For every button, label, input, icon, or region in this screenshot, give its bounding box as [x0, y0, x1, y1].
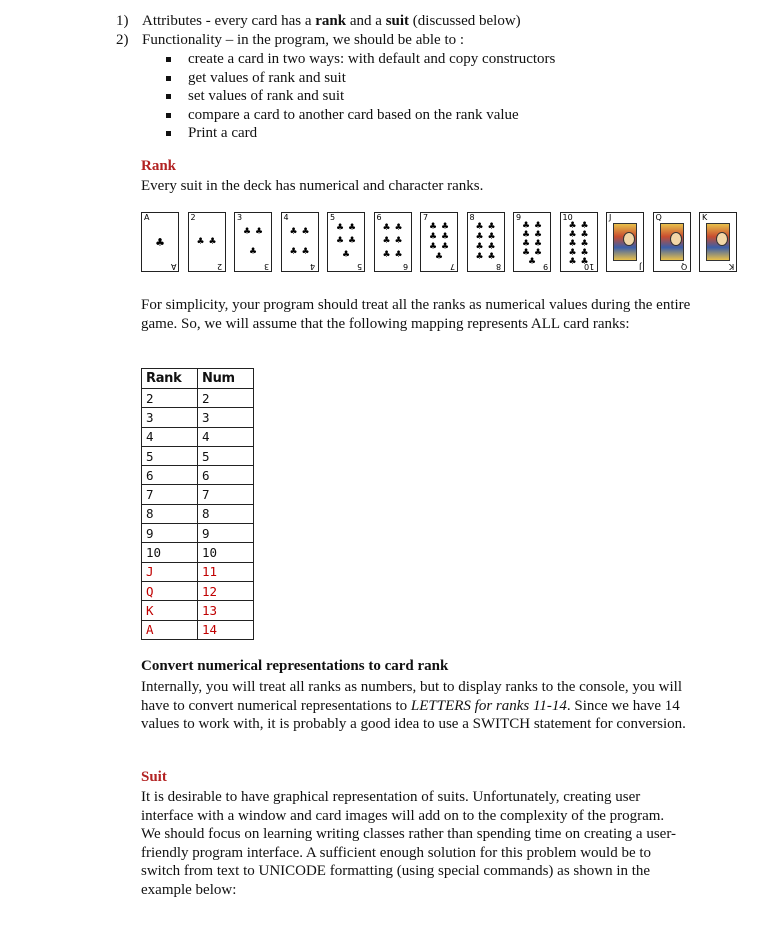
table-row: [142, 504, 254, 523]
card-rank-label-bottom: Q: [681, 262, 688, 271]
requirements-list: [116, 12, 555, 143]
playing-card: [420, 212, 458, 272]
table-row: [142, 524, 254, 543]
club-icon: ♣: [434, 251, 444, 262]
club-icon: ♣: [568, 221, 577, 231]
club-icon: ♣: [335, 223, 345, 234]
club-icon: ♣: [341, 249, 351, 260]
num-cell: 12: [198, 581, 254, 600]
card-rank-label: 3: [237, 213, 243, 222]
club-icon: ♣: [533, 221, 543, 231]
card-rank-label-bottom: 4: [310, 262, 316, 271]
card-rank-label: 7: [423, 213, 429, 222]
rank-cell: 5: [142, 446, 198, 465]
club-icon: ♣: [254, 226, 264, 237]
functionality-bullets: [116, 50, 555, 143]
club-icon: ♣: [475, 231, 484, 242]
table-row: [142, 446, 254, 465]
suit-word: suit: [385, 13, 410, 29]
club-icon: ♣: [428, 241, 438, 252]
simplicity-paragraph: For simplicity, your program should treat all the ranks as numerical values during the entire game. So, we will assume that the following mapping represents ALL card ranks:: [141, 297, 691, 332]
card-rank-label-bottom: 7: [449, 262, 455, 271]
face-card-art: [660, 223, 684, 261]
club-icon: ♣: [487, 231, 496, 242]
suit-paragraph: It is desirable to have graphical representation of suits. Unfortunately, creating user interface with a window and card images will add on to the complexity of the program. We should focus on learning writing classes rather than spending time on creating a user-friendly program interface. A sufficient enough solution for this problem would be to switch from text to UNICODE formatting (using special commands) as shown in the example below:: [141, 789, 677, 898]
rank-cell: 6: [142, 466, 198, 485]
rank-word: rank: [315, 13, 347, 29]
club-icon: ♣: [580, 257, 589, 267]
club-icon: ♣: [428, 221, 438, 232]
card-rank-label-bottom: 8: [496, 262, 502, 271]
rank-cell: 3: [142, 408, 198, 427]
club-icon: ♣: [196, 236, 205, 247]
table-row: [142, 543, 254, 562]
num-cell: 10: [198, 543, 254, 562]
convert-heading: Convert numerical representations to card rank: [141, 658, 449, 674]
num-cell: 8: [198, 504, 254, 523]
club-icon: ♣: [248, 246, 258, 257]
num-cell: 13: [198, 601, 254, 620]
playing-card: [467, 212, 505, 272]
playing-card: [281, 212, 319, 272]
club-pips: [288, 222, 312, 262]
club-icon: ♣: [394, 249, 403, 260]
num-cell: 11: [198, 562, 254, 581]
club-pips: [567, 221, 591, 267]
club-icon: ♣: [289, 246, 298, 257]
club-pips: [474, 222, 498, 262]
card-rank-label-bottom: 6: [403, 262, 409, 271]
card-rank-label-bottom: 9: [542, 262, 548, 271]
card-rank-label: A: [144, 213, 150, 222]
club-pips: [241, 222, 265, 262]
card-rank-label-bottom: J: [638, 262, 641, 271]
club-icon: ♣: [382, 236, 391, 247]
rank-column-header: Rank: [142, 369, 198, 389]
item-number: 2): [116, 32, 129, 48]
club-icon: ♣: [580, 239, 589, 249]
table-row: [142, 389, 254, 408]
bullet-item: set values of rank and suit: [162, 87, 555, 106]
table-row: [142, 620, 254, 639]
club-icon: ♣: [568, 230, 577, 240]
rank-mapping-table: [141, 368, 254, 640]
club-icon: ♣: [428, 231, 438, 242]
card-rank-label-bottom: A: [170, 262, 176, 271]
club-icon: ♣: [301, 246, 310, 257]
card-rank-label: 8: [469, 213, 475, 222]
num-cell: 4: [198, 427, 254, 446]
card-rank-label-bottom: 5: [356, 262, 362, 271]
club-icon: ♣: [580, 221, 589, 231]
attributes-item: [116, 12, 555, 31]
bullet-item: Print a card: [162, 124, 555, 143]
table-row: [142, 581, 254, 600]
attributes-text-suffix: (discussed below): [409, 13, 521, 29]
club-icon: ♣: [568, 248, 577, 258]
card-rank-label: K: [702, 213, 708, 222]
club-pips: [381, 222, 405, 262]
convert-italic-text: LETTERS for ranks 11-14: [410, 697, 567, 714]
card-rank-label: 10: [562, 213, 573, 222]
club-cards-strip: [141, 212, 741, 274]
functionality-item: [116, 31, 555, 143]
table-row: [142, 601, 254, 620]
club-icon: ♣: [487, 251, 496, 262]
rank-cell: 4: [142, 427, 198, 446]
club-icon: ♣: [533, 230, 543, 240]
card-rank-label: 5: [330, 213, 336, 222]
num-cell: 14: [198, 620, 254, 639]
club-icon: ♣: [440, 221, 450, 232]
attributes-text: Attributes - every card has a: [142, 13, 316, 29]
card-rank-label: 4: [283, 213, 289, 222]
club-pips: [520, 221, 544, 267]
club-icon: ♣: [568, 257, 577, 267]
club-icon: ♣: [580, 248, 589, 258]
club-pips: [148, 222, 172, 262]
rank-cell: 10: [142, 543, 198, 562]
table-row: [142, 408, 254, 427]
playing-card: [327, 212, 365, 272]
card-rank-label: Q: [655, 213, 662, 222]
club-icon: ♣: [347, 223, 357, 234]
club-icon: ♣: [521, 230, 531, 240]
playing-card: [374, 212, 412, 272]
convert-text: Internally, you will treat all ranks as numbers, but to display ranks to the console, you will have to convert numerical representations to: [141, 679, 683, 714]
num-cell: 5: [198, 446, 254, 465]
club-pips: [195, 222, 219, 262]
card-rank-label: 9: [516, 213, 522, 222]
rank-cell: 8: [142, 504, 198, 523]
card-rank-label: 6: [376, 213, 382, 222]
playing-card: [653, 212, 691, 272]
card-rank-label: J: [609, 213, 612, 222]
club-icon: ♣: [440, 231, 450, 242]
club-icon: ♣: [394, 236, 403, 247]
num-cell: 3: [198, 408, 254, 427]
num-cell: 9: [198, 524, 254, 543]
club-icon: ♣: [487, 241, 496, 252]
club-pips: [427, 222, 451, 262]
club-icon: ♣: [208, 236, 217, 247]
club-icon: ♣: [155, 235, 165, 249]
bullet-item: get values of rank and suit: [162, 69, 555, 88]
convert-paragraph: [141, 678, 701, 734]
club-icon: ♣: [475, 241, 484, 252]
playing-card: [699, 212, 737, 272]
convert-text-end: . Since we have 14 values to work with, it is probably a good idea to use a SWITCH statement for conversion.: [141, 697, 686, 733]
club-icon: ♣: [580, 230, 589, 240]
rank-cell: J: [142, 562, 198, 581]
num-cell: 7: [198, 485, 254, 504]
club-icon: ♣: [347, 236, 357, 247]
playing-card: [606, 212, 644, 272]
club-pips: [334, 222, 358, 262]
rank-cell: K: [142, 601, 198, 620]
bullet-item: create a card in two ways: with default and copy constructors: [162, 50, 555, 69]
functionality-text: Functionality – in the program, we should be able to :: [142, 32, 465, 48]
suit-heading: Suit: [141, 769, 167, 785]
club-icon: ♣: [242, 226, 252, 237]
attributes-text-middle: and a: [346, 13, 386, 29]
club-icon: ♣: [440, 241, 450, 252]
playing-card: [560, 212, 598, 272]
card-rank-label-bottom: 10: [584, 262, 595, 271]
table-row: [142, 562, 254, 581]
face-card-art: [706, 223, 730, 261]
club-icon: ♣: [568, 239, 577, 249]
club-icon: ♣: [487, 221, 496, 232]
card-rank-label-bottom: K: [728, 262, 734, 271]
club-icon: ♣: [301, 226, 310, 237]
playing-card: [188, 212, 226, 272]
club-icon: ♣: [521, 221, 531, 231]
table-row: [142, 427, 254, 446]
club-icon: ♣: [521, 248, 531, 258]
table-row: [142, 485, 254, 504]
club-icon: ♣: [533, 248, 543, 258]
rank-intro: Every suit in the deck has numerical and character ranks.: [141, 178, 484, 194]
rank-heading: Rank: [141, 158, 177, 174]
playing-card: [234, 212, 272, 272]
club-icon: ♣: [533, 239, 543, 249]
club-icon: ♣: [382, 223, 391, 234]
club-icon: ♣: [394, 223, 403, 234]
club-icon: ♣: [475, 251, 484, 262]
rank-table-body: [142, 389, 254, 640]
playing-card: [141, 212, 179, 272]
num-cell: 2: [198, 389, 254, 408]
table-row: [142, 466, 254, 485]
club-icon: ♣: [527, 257, 537, 267]
card-rank-label-bottom: 2: [217, 262, 223, 271]
rank-cell: 9: [142, 524, 198, 543]
club-icon: ♣: [521, 239, 531, 249]
rank-cell: Q: [142, 581, 198, 600]
num-column-header: Num: [198, 369, 254, 389]
face-card-art: [613, 223, 637, 261]
item-number: 1): [116, 13, 129, 29]
card-rank-label-bottom: 3: [263, 262, 269, 271]
rank-cell: A: [142, 620, 198, 639]
playing-card: [513, 212, 551, 272]
club-icon: ♣: [289, 226, 298, 237]
table-header-row: [142, 369, 254, 389]
num-cell: 6: [198, 466, 254, 485]
rank-cell: 7: [142, 485, 198, 504]
club-icon: ♣: [382, 249, 391, 260]
rank-cell: 2: [142, 389, 198, 408]
bullet-item: compare a card to another card based on the rank value: [162, 106, 555, 125]
club-icon: ♣: [475, 221, 484, 232]
club-icon: ♣: [335, 236, 345, 247]
card-rank-label: 2: [190, 213, 196, 222]
